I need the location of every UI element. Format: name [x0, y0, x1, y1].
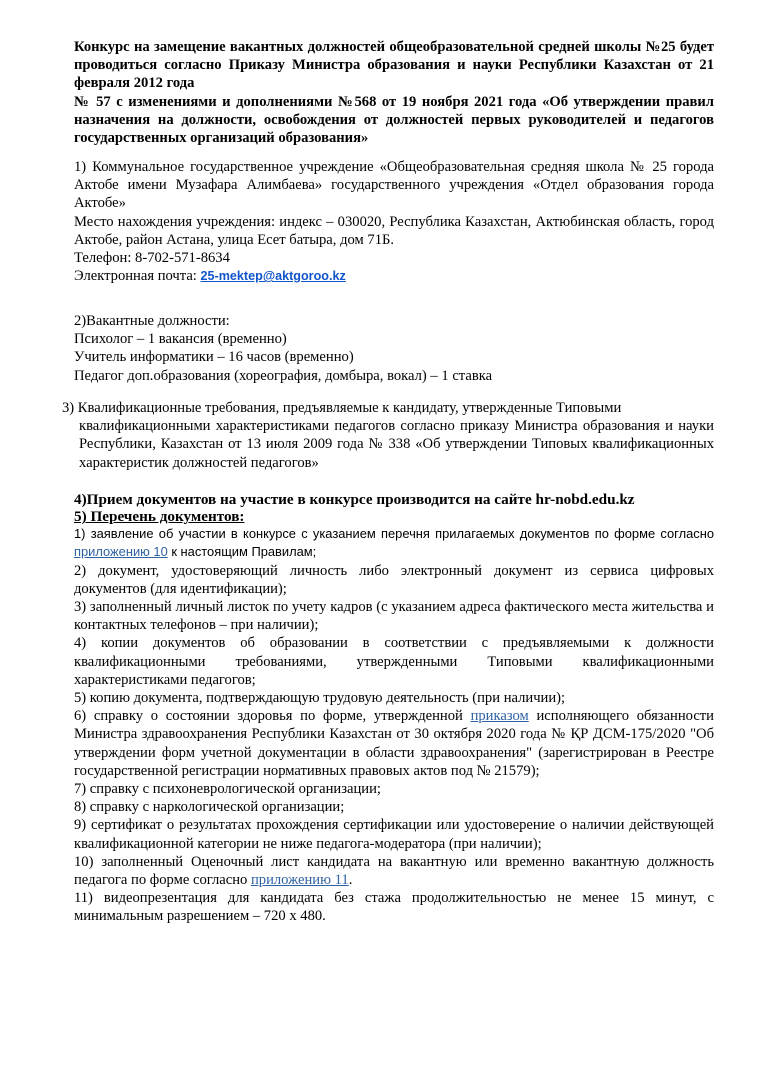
doc10-text-a: 10) заполненный Оценочный лист кандидата на вакантную или временно вакантную должность педагога по форме согласно — [74, 853, 714, 889]
document-item-5: 5) копию документа, подтверждающую трудовую деятельность (при наличии); — [74, 690, 566, 707]
email-label: Электронная почта: — [74, 268, 201, 285]
appendix-10-link[interactable]: приложению 10 — [74, 544, 168, 560]
document-item-3: 3) заполненный личный листок по учету кадров (с указанием адреса фактического места жительства и контактных телефонов – при наличии); — [74, 599, 714, 634]
organization-email-row — [74, 267, 714, 285]
doc1-text-b: к настоящим Правилам; — [167, 544, 317, 560]
doc6-text-a: 6) справку о состоянии здоровья по форме, утвержденной — [74, 708, 471, 725]
doc10-text-b: . — [348, 872, 353, 889]
qualification-text: квалификационными характеристиками педагогов согласно приказу Министра образования и науки Республики, Казахстан от 13 июля 2009 года № 338 «Об утверждении Типовых квалификационных характеристик должностей педагогов» — [79, 418, 714, 471]
section-qualification — [62, 399, 714, 472]
qualification-first-line: 3) Квалификационные требования, предъявляемые к кандидату, утвержденные Типовыми — [62, 400, 622, 416]
email-link[interactable]: 25-mektep@aktgoroo.kz — [200, 269, 346, 284]
document-item-2: 2) документ, удостоверяющий личность либо электронный документ из сервиса цифровых документов (для идентификации); — [74, 562, 714, 597]
document-item-8: 8) справку с наркологической организации; — [74, 799, 345, 816]
vacancy-item: Психолог – 1 вакансия (временно) — [74, 331, 287, 348]
document-item-6 — [74, 707, 714, 780]
doc6-text-b: исполняющего обязанности Министра здравоохранения Республики Казахстан от 30 октября 2020 года № ҚР ДСМ-175/2020 "Об утверждении форм учетной документации в области здравоохранения" (зарегистрирован в Реестре государственной регистрации нормативных правовых актов под № 21579); — [74, 708, 714, 779]
vacancy-item: Педагог доп.образования (хореография, домбыра, вокал) – 1 ставка — [74, 367, 493, 384]
section-vacancies — [74, 312, 714, 385]
appendix-11-link[interactable]: приложению 11 — [250, 872, 349, 889]
organization-address: Место нахождения учреждения: индекс – 030020, Республика Казахстан, Актюбинская область, город Актобе, район Астана, улица Есет батыра, дом 71Б. — [74, 213, 714, 248]
document-item-1 — [74, 525, 714, 561]
section-organization — [74, 158, 714, 285]
organization-name: 1) Коммунальное государственное учреждение «Общеобразовательная средняя школа № 25 города Актобе имени Музафара Алимбаева» государственного учреждения «Отдел образования города Актобе» — [74, 159, 714, 212]
document-item-10 — [74, 853, 714, 889]
order-link[interactable]: приказом — [470, 708, 529, 725]
organization-phone: Телефон: 8-702-571-8634 — [74, 250, 230, 267]
document-item-9: 9) сертификат о результатах прохождения сертификации или удостоверение о наличии действующей квалификационной категории не ниже педагога-модератора (при наличии); — [74, 817, 714, 852]
doc1-text-a: 1) заявление об участии в конкурсе с указанием перечня прилагаемых документов по форме согласно — [74, 526, 714, 542]
documents-list-heading: 5) Перечень документов: — [74, 508, 245, 526]
document-item-4: 4) копии документов об образовании в соответствии с предъявляемыми к должности квалификационными требованиями, утвержденными Типовыми квалификационными характеристиками педагогов; — [74, 635, 714, 688]
document-item-11: 11) видеопрезентация для кандидата без стажа продолжительностью не менее 15 минут, с минимальным разрешением – 720 x 480. — [74, 890, 714, 925]
section-documents — [74, 491, 714, 926]
document-item-7: 7) справку с психоневрологической организации; — [74, 781, 381, 798]
document-title — [74, 38, 714, 147]
title-line-1: Конкурс на замещение вакантных должностей общеобразовательной средней школы №25 будет проводиться согласно Приказу Министра образования и науки Республики Казахстан от 21 февраля 2012 года — [74, 39, 714, 92]
submission-heading: 4)Прием документов на участие в конкурсе производится на сайте hr-nobd.edu.kz — [74, 491, 635, 508]
vacancy-item: Учитель информатики – 16 часов (временно) — [74, 349, 354, 366]
vacancies-heading: 2)Вакантные должности: — [74, 313, 230, 329]
title-line-2: № 57 с изменениями и дополнениями №568 от 19 ноября 2021 года «Об утверждении правил назначения на должности, освобождения от должностей первых руководителей и педагогов государственных организаций образования» — [74, 93, 714, 147]
